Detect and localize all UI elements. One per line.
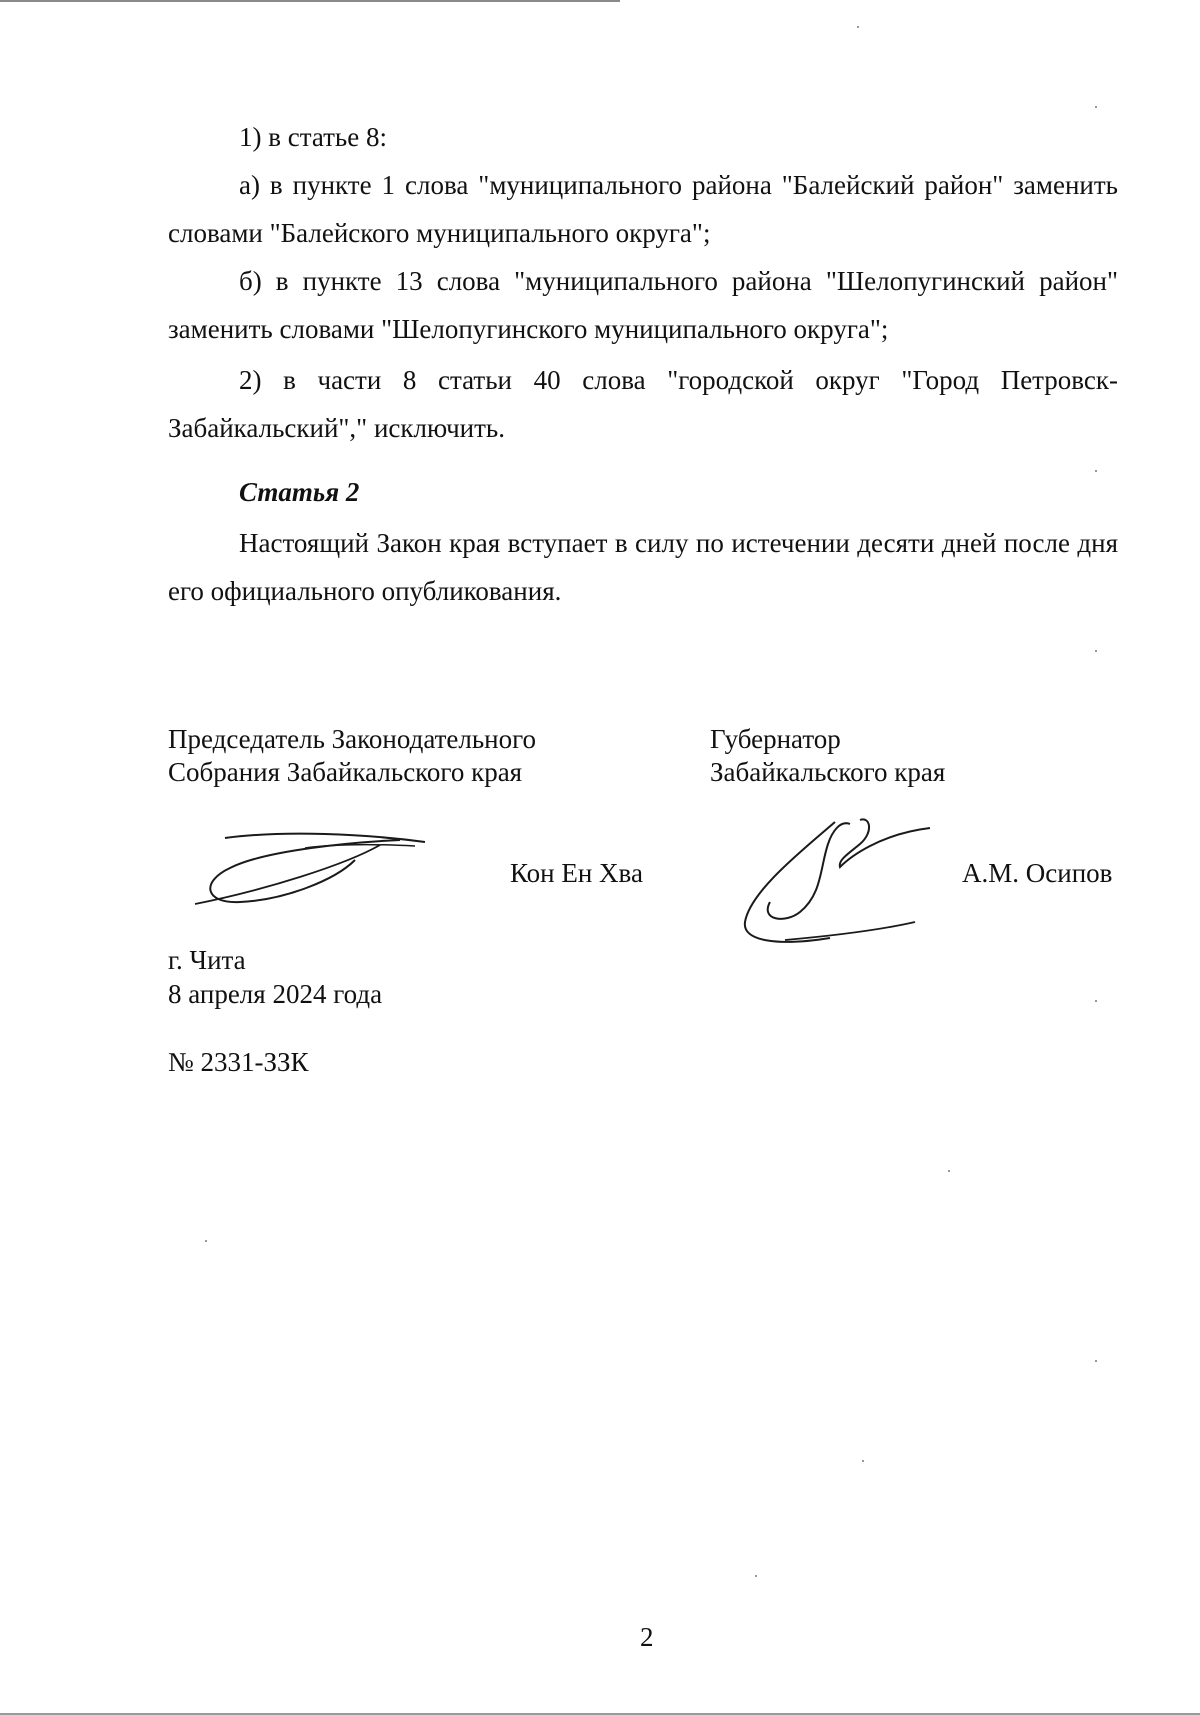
right-signatory-name: А.М. Осипов <box>962 858 1113 888</box>
left-signatory-title-line2: Собрания Забайкальского края <box>168 757 523 787</box>
scan-edge-top <box>0 0 620 2</box>
scan-speck <box>857 26 859 28</box>
list-item-1b: б) в пункте 13 слова "муниципального района "Шелопугинский район" заменить словами "Шелопугинского муниципального округа"; <box>168 266 1118 344</box>
right-signatory-title-line1: Губернатор <box>710 724 841 754</box>
page-number: 2 <box>640 1622 654 1652</box>
scan-speck <box>1095 650 1097 652</box>
left-signature-image <box>185 820 435 920</box>
left-signatory-title <box>168 723 536 789</box>
document-city: г. Чита <box>168 945 246 975</box>
scan-speck <box>948 1170 950 1172</box>
list-item-2: 2) в части 8 статьи 40 слова "городской округ "Город Петровск-Забайкальский"," исключить. <box>168 365 1118 443</box>
scan-speck <box>1095 106 1097 108</box>
scan-speck <box>1095 1360 1097 1362</box>
right-signature-image <box>740 812 940 952</box>
article-2-heading: Статья 2 <box>239 477 360 507</box>
scan-speck <box>862 1460 864 1462</box>
scan-speck <box>1095 470 1097 472</box>
list-item-1a: а) в пункте 1 слова "муниципального района "Балейский район" заменить словами "Балейского муниципального округа"; <box>168 170 1118 248</box>
left-signatory-title-line1: Председатель Законодательного <box>168 724 537 754</box>
document-number: № 2331-ЗЗК <box>168 1047 309 1077</box>
article-2-text: Настоящий Закон края вступает в силу по истечении десяти дней после дня его официального опубликования. <box>168 528 1118 606</box>
scan-speck <box>755 1575 757 1577</box>
right-signatory-title <box>710 723 945 789</box>
right-signatory-title-line2: Забайкальского края <box>710 757 946 787</box>
scan-speck <box>1095 1000 1097 1002</box>
document-date: 8 апреля 2024 года <box>168 979 383 1009</box>
left-signatory-name: Кон Ен Хва <box>510 858 643 888</box>
scan-speck <box>205 1240 207 1242</box>
list-item-1-intro: 1) в статье 8: <box>239 122 387 152</box>
